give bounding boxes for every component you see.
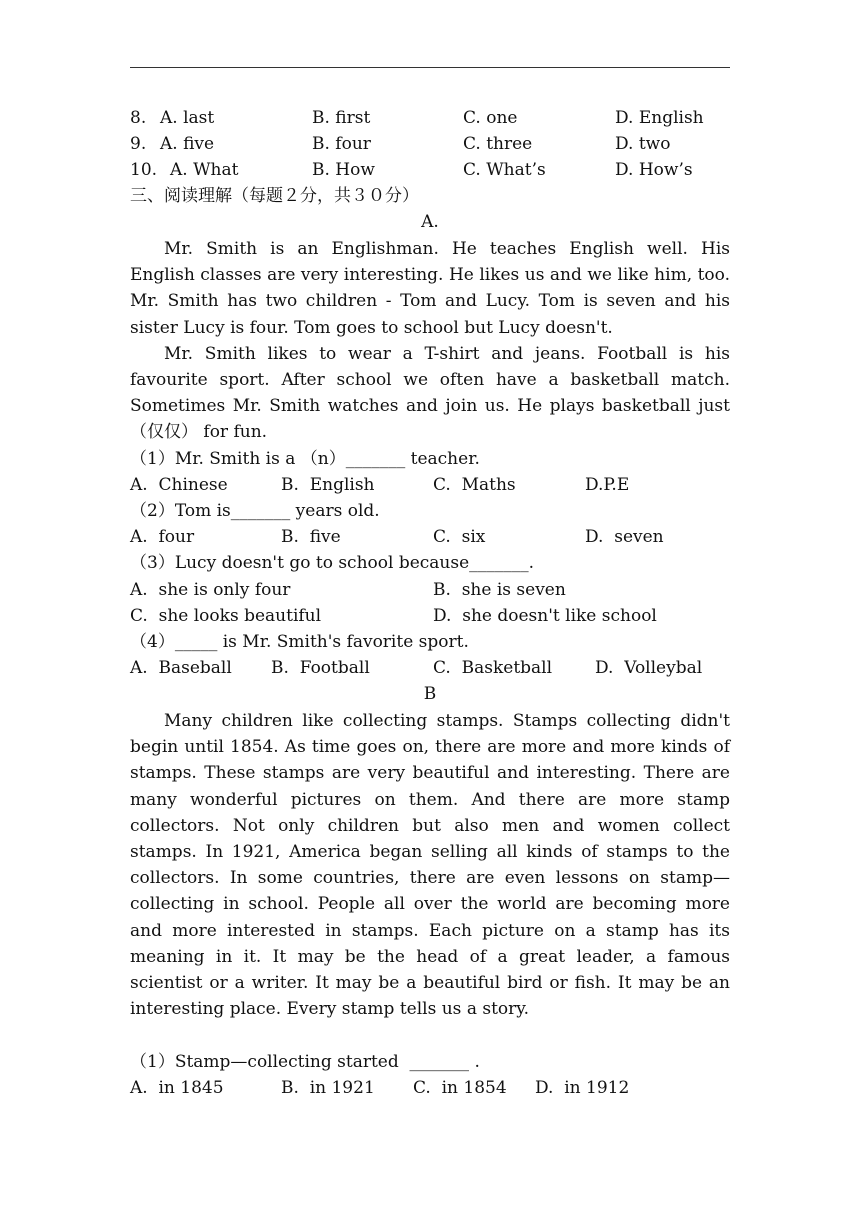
question-number: 10. [130, 160, 158, 180]
option-c: C. three [463, 134, 533, 154]
passage-b-label: B [423, 684, 437, 704]
option-a: A. Baseball [130, 658, 232, 678]
option-d: D.P.E [585, 475, 630, 495]
option-a: A. Chinese [130, 475, 228, 495]
option-c: C. Maths [433, 475, 516, 495]
option-b: B. Football [271, 658, 370, 678]
option-b: B. she is seven [433, 580, 566, 600]
option-c: C. What’s [463, 160, 546, 180]
option-a: A. she is only four [130, 580, 291, 600]
option-a: A. What [170, 160, 239, 180]
option-b: B. How [312, 160, 375, 180]
passage-b-paragraph-1: Many children like collecting stamps. Stamps collecting didn't begin until 1854. As time goes on, there are more and more kinds of stamps. These stamps are very beautiful and interesting. There are many wonderful pictures on them. And there are more stamp collectors. Not only children but also men and women collect stamps. In 1921, America began selling all kinds of stamps to the collectors. In some countries, there are even lessons on stamp—collecting in school. People all over the world are becoming more and more interested in stamps. Each picture on a stamp has its meaning in it. It may be the head of a great leader, a famous scientist or a writer. It may be a beautiful bird or fish. It may be an interesting place. Every stamp tells us a story. [130, 711, 730, 1020]
option-d: D. Volleybal [595, 658, 703, 678]
option-d: D. How’s [615, 160, 693, 180]
option-a: A. last [160, 108, 215, 128]
option-c: C. one [463, 108, 518, 128]
section-title: 三、阅读理解（每题２分，共３０分） [130, 186, 419, 206]
option-a: A. four [130, 527, 195, 547]
option-d: D. English [615, 108, 704, 128]
option-c: C. in 1854 [413, 1078, 507, 1098]
option-b: B. five [281, 527, 341, 547]
option-d: D. in 1912 [535, 1078, 630, 1098]
option-c: C. Basketball [433, 658, 553, 678]
option-b: B. first [312, 108, 371, 128]
passage-b-text [130, 708, 730, 1022]
question-stem: （1）Mr. Smith is a （n）_______ teacher. [130, 449, 480, 469]
header-rule [130, 67, 730, 68]
passage-a-text [130, 236, 730, 446]
option-d: D. she doesn't like school [433, 606, 657, 626]
question-stem: （4）_____ is Mr. Smith's favorite sport. [130, 632, 469, 652]
passage-a-paragraph-2: Mr. Smith likes to wear a T-shirt and jeans. Football is his favourite sport. After school we often have a basketball match. Sometimes Mr. Smith watches and join us. He plays basketball just （仅仅） for fun. [130, 343, 730, 443]
question-number: 8. [130, 108, 147, 128]
option-b: B. in 1921 [281, 1078, 375, 1098]
option-c: C. six [433, 527, 486, 547]
passage-a-label: A. [421, 212, 439, 232]
option-d: D. two [615, 134, 671, 154]
question-stem: （2）Tom is_______ years old. [130, 501, 380, 521]
question-stem: （3）Lucy doesn't go to school because_______. [130, 553, 535, 573]
option-a: A. in 1845 [130, 1078, 224, 1098]
question-stem: （1）Stamp—collecting started _______ . [130, 1052, 480, 1072]
passage-a-paragraph-1: Mr. Smith is an Englishman. He teaches English well. His English classes are very interesting. He likes us and we like him, too. Mr. Smith has two children - Tom and Lucy. Tom is seven and his sister Lucy is four. Tom goes to school but Lucy doesn't. [130, 239, 730, 338]
option-b: B. four [312, 134, 371, 154]
option-c: C. she looks beautiful [130, 606, 322, 626]
option-d: D. seven [585, 527, 664, 547]
option-a: A. five [160, 134, 215, 154]
question-number: 9. [130, 134, 147, 154]
option-b: B. English [281, 475, 375, 495]
